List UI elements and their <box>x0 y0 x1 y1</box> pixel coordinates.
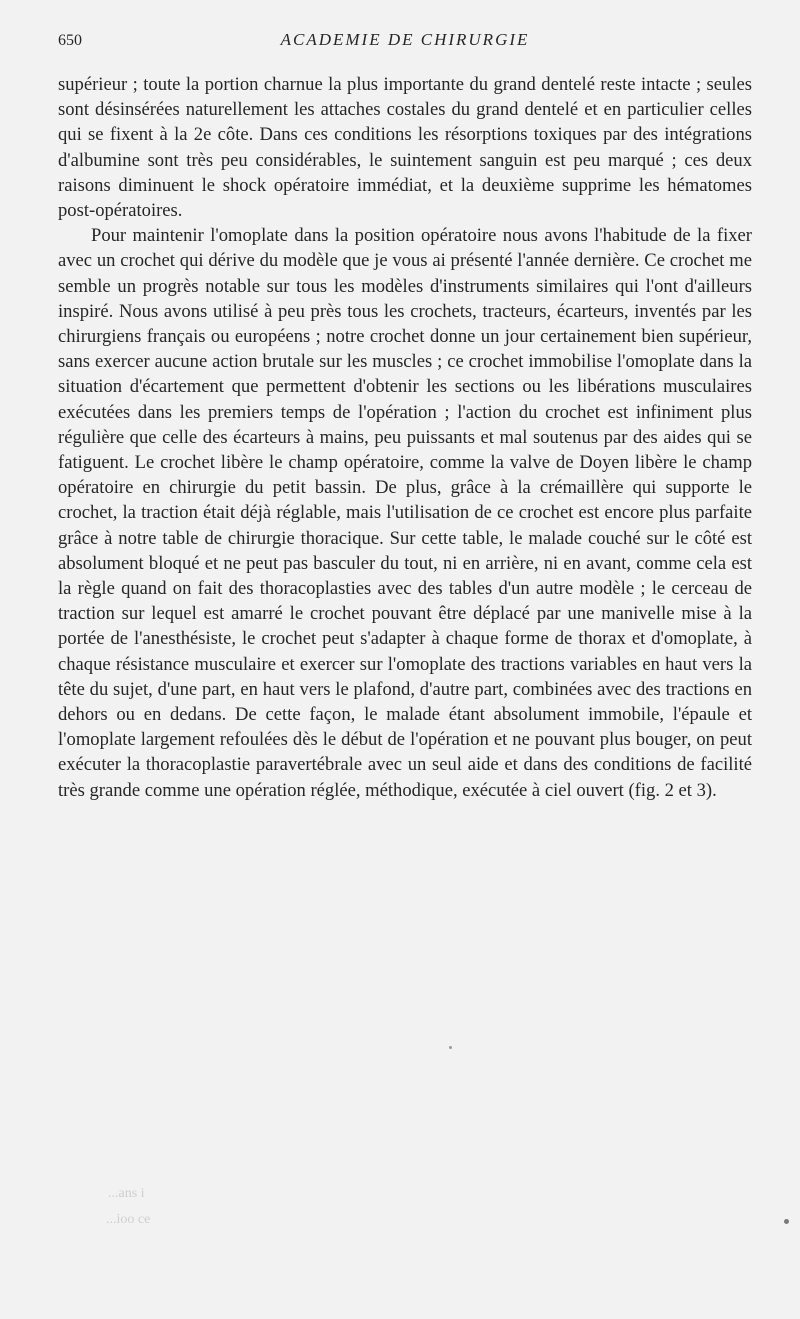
body-text <box>58 72 752 803</box>
bleed-through-text: ...ioo ce <box>106 1212 151 1227</box>
paragraph-2: Pour maintenir l'omoplate dans la position opératoire nous avons l'habitude de la fixer avec un crochet qui dérive du modèle que je vous ai présenté l'année dernière. Ce crochet me semble un progrès notable sur tous les modèles d'instruments similaires qui l'ont d'ailleurs inspiré. Nous avons utilisé à peu près tous les crochets, tracteurs, écarteurs, inventés par les chirurgiens français ou européens ; notre crochet donne un jour certainement bien supérieur, sans exercer aucune action brutale sur les muscles ; ce crochet immobilise l'omoplate dans la situation d'écartement que permettent d'obtenir les sections ou les libérations musculaires exécutées dans les premiers temps de l'opération ; l'action du crochet est infiniment plus régulière que celle des écarteurs à mains, peu puissants et mal soutenus par des aides qui se fatiguent. Le crochet libère le champ opératoire, comme la valve de Doyen libère le champ opératoire en chirurgie du petit bassin. De plus, grâce à la crémaillère qui supporte le crochet, la traction était déjà réglable, mais l'utilisation de ce crochet est encore plus parfaite grâce à notre table de chirurgie thoracique. Sur cette table, le malade couché sur le côté est absolument bloqué et ne peut pas basculer du tout, ni en arrière, ni en avant, comme cela est la règle quand on fait des thoracoplasties avec des tables d'un autre modèle ; le cerceau de traction sur lequel est amarré le crochet pouvant être déplacé par une manivelle mise à la portée de l'anesthésiste, le crochet peut s'adapter à chaque forme de thorax et d'omoplate, à chaque résistance musculaire et exercer sur l'omoplate des tractions variables en haut vers la tête du sujet, d'une part, en haut vers le plafond, d'autre part, combinées avec des tractions en dehors ou en dedans. De cette façon, le malade étant absolument immobile, l'épaule et l'omoplate largement refoulées dès le début de l'opération et ne pouvant plus bouger, on peut exécuter la thoracoplastie paravertébrale avec un seul aide et dans des conditions de facilité très grande comme une opération réglée, méthodique, exécutée à ciel ouvert (fig. 2 et 3). <box>58 225 752 801</box>
page-header <box>58 30 752 54</box>
ink-speck <box>449 1046 452 1049</box>
page-number: 650 <box>58 32 82 49</box>
running-title: ACADEMIE DE CHIRURGIE <box>280 30 530 49</box>
ink-speck <box>784 1219 789 1224</box>
paragraph-1: supérieur ; toute la portion charnue la plus importante du grand dentelé reste intacte ; seules sont désinsérées naturellement les attaches costales du grand dentelé et en particulier celles qui se fixent à la 2e côte. Dans ces conditions les résorptions toxiques par des intégrations d'albumine sont très peu considérables, le suintement sanguin est peu marqué ; ces deux raisons diminuent le shock opératoire immédiat, et la deuxième supprime les hématomes post-opératoires. <box>58 74 752 222</box>
bleed-through-text: ...ans i <box>108 1186 145 1201</box>
